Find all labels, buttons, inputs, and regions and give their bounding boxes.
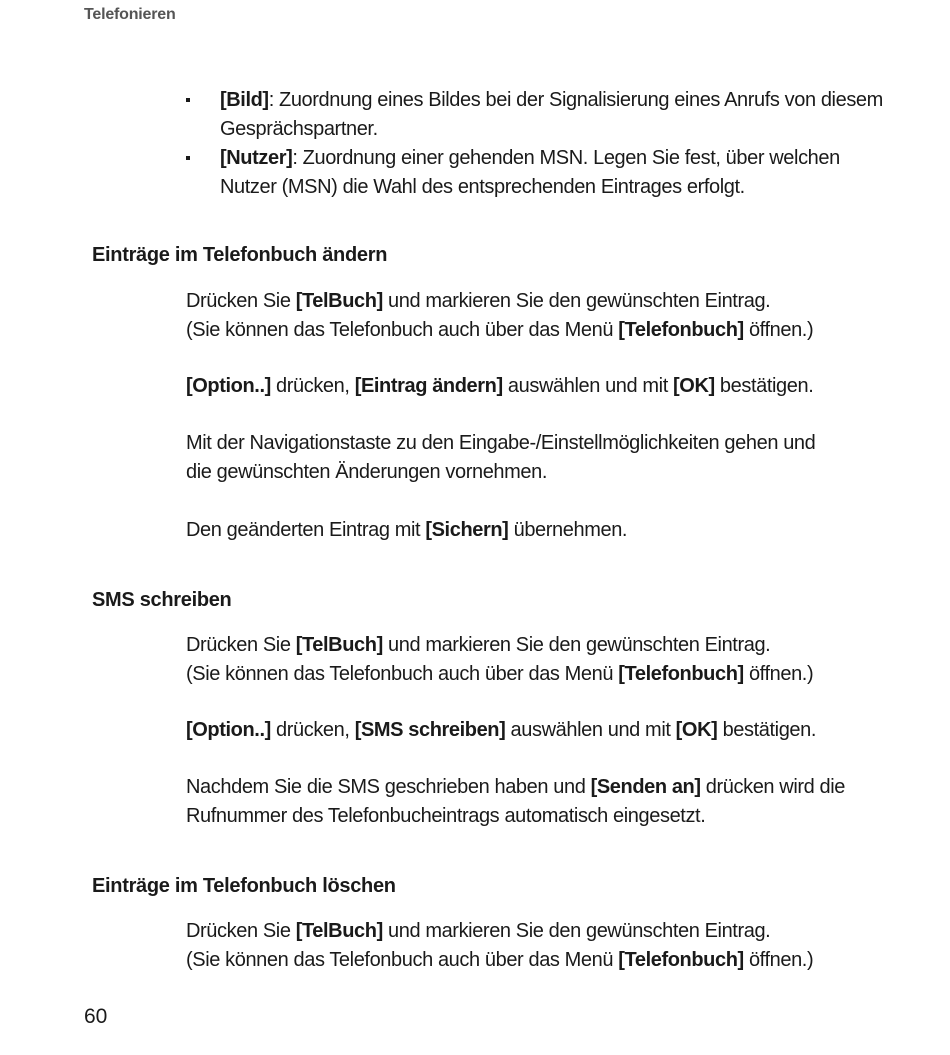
text: und markieren Sie den gewünschten Eintrag. [382,634,771,656]
paragraph [186,631,906,689]
text: und markieren Sie den gewünschten Eintrag. [382,290,771,312]
paragraph [186,516,906,545]
section-heading-eintraege-aendern: Einträge im Telefonbuch ändern [92,244,388,266]
paragraph [186,773,886,831]
text: (Sie können das Telefonbuch auch über das Menü [186,663,619,685]
key-label: [Senden an] [590,776,701,798]
bullet-key: [Bild] [220,89,269,111]
page-number: 60 [84,1005,108,1028]
text: öffnen.) [743,663,814,685]
text: auswählen und mit [505,719,676,741]
key-label: [Option..] [186,719,271,741]
bullet-icon [186,98,190,102]
key-label: [Telefonbuch] [618,319,744,341]
text: öffnen.) [743,319,814,341]
text: auswählen und mit [502,375,674,397]
key-label: [TelBuch] [295,290,383,312]
text: übernehmen. [508,519,628,541]
text: Drücken Sie [186,290,296,312]
text: drücken, [270,719,355,741]
key-label: [Sichern] [425,519,509,541]
paragraph [186,917,906,975]
text: Nachdem Sie die SMS geschrieben haben und [186,776,591,798]
text: bestätigen. [717,719,817,741]
paragraph [186,372,906,401]
paragraph [186,287,906,345]
section-heading-sms-schreiben: SMS schreiben [92,589,232,611]
bullet-item-bild [186,86,886,144]
key-label: [Option..] [186,375,271,397]
text: und markieren Sie den gewünschten Eintrag. [382,920,771,942]
key-label: [Telefonbuch] [618,949,744,971]
text: drücken, [270,375,355,397]
bullet-key: [Nutzer] [220,147,293,169]
key-label: [TelBuch] [295,920,383,942]
key-label: [Eintrag ändern] [354,375,503,397]
section-heading-eintraege-loeschen: Einträge im Telefonbuch löschen [92,875,396,897]
text: (Sie können das Telefonbuch auch über das Menü [186,949,619,971]
paragraph [186,716,906,745]
bullet-list [186,86,886,202]
bullet-icon [186,156,190,160]
running-head: Telefonieren [84,6,176,23]
text: (Sie können das Telefonbuch auch über das Menü [186,319,619,341]
bullet-text: : Zuordnung einer gehenden MSN. Legen Sie fest, über welchen Nutzer (MSN) die Wahl des entsprechenden Eintrages erfolgt. [220,147,840,198]
key-label: [Telefonbuch] [618,663,744,685]
bullet-item-nutzer [186,144,886,202]
key-label: [OK] [673,375,715,397]
bullet-text: : Zuordnung eines Bildes bei der Signalisierung eines Anrufs von diesem Gesprächspartner. [220,89,883,140]
text: öffnen.) [743,949,814,971]
text: Drücken Sie [186,920,296,942]
key-label: [SMS schreiben] [354,719,506,741]
text: bestätigen. [714,375,814,397]
text: Drücken Sie [186,634,296,656]
text: Den geänderten Eintrag mit [186,519,426,541]
key-label: [TelBuch] [295,634,383,656]
key-label: [OK] [675,719,718,741]
text: drücken wird die Rufnummer des Telefonbucheintrags automatisch eingesetzt. [186,776,846,827]
paragraph: Mit der Navigationstaste zu den Eingabe-/Einstellmöglichkeiten gehen und die gewünschten Änderungen vornehmen. [186,432,816,483]
